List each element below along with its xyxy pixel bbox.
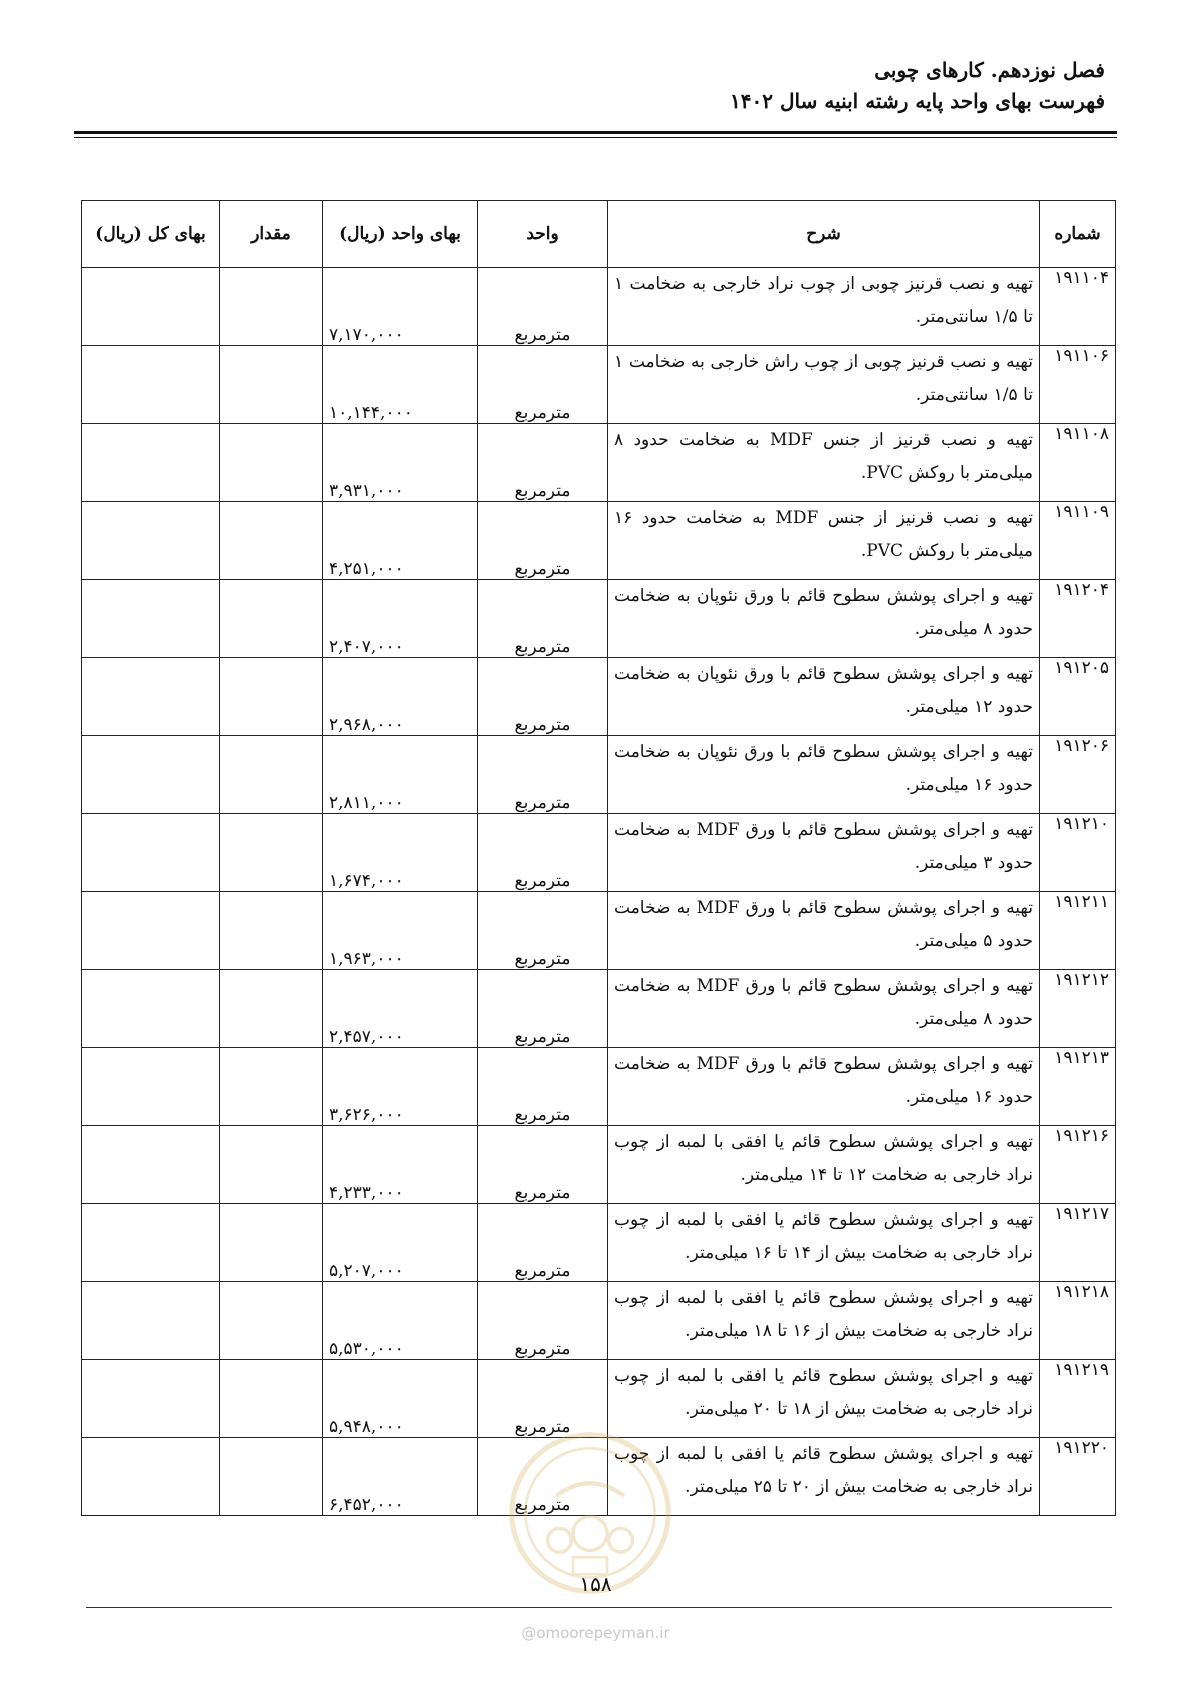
header-quantity: مقدار [220,201,323,268]
item-code: ۱۹۱۲۱۷ [1040,1204,1116,1282]
item-description: تهیه و اجرای پوشش سطوح قائم با ورق MDF به ضخامت حدود ۱۶ میلی‌متر. [608,1048,1040,1126]
item-quantity [220,658,323,736]
item-total [82,970,220,1048]
header-code: شماره [1040,201,1116,268]
item-code: ۱۹۱۲۱۲ [1040,970,1116,1048]
chapter-title: فصل نوزدهم. کارهای چوبی [874,58,1105,82]
item-code: ۱۹۱۲۱۸ [1040,1282,1116,1360]
item-code: ۱۹۱۲۱۰ [1040,814,1116,892]
item-total [82,736,220,814]
table-row [82,1126,1116,1204]
table-row [82,580,1116,658]
item-quantity [220,346,323,424]
item-description: تهیه و اجرای پوشش سطوح قائم با ورق MDF به ضخامت حدود ۸ میلی‌متر. [608,970,1040,1048]
item-quantity [220,814,323,892]
table-row [82,1048,1116,1126]
item-description: تهیه و نصب قرنیز چوبی از چوب راش خارجی به ضخامت ۱ تا ۱/۵ سانتی‌متر. [608,346,1040,424]
table-header-row [82,201,1116,268]
item-description: تهیه و اجرای پوشش سطوح قائم با ورق نئوپان به ضخامت حدود ۱۶ میلی‌متر. [608,736,1040,814]
item-quantity [220,970,323,1048]
item-unit-price: ۲,۹۶۸,۰۰۰ [323,658,478,736]
item-description: تهیه و نصب قرنیز چوبی از چوب نراد خارجی به ضخامت ۱ تا ۱/۵ سانتی‌متر. [608,268,1040,346]
header-unit: واحد [478,201,608,268]
item-quantity [220,268,323,346]
item-code: ۱۹۱۱۰۹ [1040,502,1116,580]
item-quantity [220,1204,323,1282]
item-total [82,424,220,502]
watermark-text: @omoorepeyman.ir [521,1624,670,1642]
footer-rule [86,1607,1112,1608]
item-unit-price: ۷,۱۷۰,۰۰۰ [323,268,478,346]
item-code: ۱۹۱۲۰۴ [1040,580,1116,658]
item-description: تهیه و نصب قرنیز از جنس MDF به ضخامت حدود ۱۶ میلی‌متر با روکش PVC. [608,502,1040,580]
item-unit: مترمربع [478,1438,608,1516]
item-unit: مترمربع [478,1282,608,1360]
item-unit-price: ۱,۶۷۴,۰۰۰ [323,814,478,892]
item-unit-price: ۳,۶۲۶,۰۰۰ [323,1048,478,1126]
table-row [82,502,1116,580]
table-body [82,268,1116,1516]
table-row [82,814,1116,892]
item-unit-price: ۵,۵۳۰,۰۰۰ [323,1282,478,1360]
item-unit-price: ۶,۴۵۲,۰۰۰ [323,1438,478,1516]
item-description: تهیه و اجرای پوشش سطوح قائم یا افقی با لمبه از چوب نراد خارجی به ضخامت بیش از ۱۸ تا ۲۰ میلی‌متر. [608,1360,1040,1438]
item-unit: مترمربع [478,892,608,970]
item-unit: مترمربع [478,658,608,736]
item-code: ۱۹۱۱۰۸ [1040,424,1116,502]
table-row [82,346,1116,424]
item-unit-price: ۱۰,۱۴۴,۰۰۰ [323,346,478,424]
item-quantity [220,580,323,658]
item-total [82,502,220,580]
header-total: بهای کل (ریال) [82,201,220,268]
item-quantity [220,424,323,502]
item-description: تهیه و اجرای پوشش سطوح قائم با ورق MDF به ضخامت حدود ۳ میلی‌متر. [608,814,1040,892]
item-code: ۱۹۱۲۱۹ [1040,1360,1116,1438]
item-code: ۱۹۱۲۰۶ [1040,736,1116,814]
item-unit: مترمربع [478,1360,608,1438]
header-rule-thick [74,131,1117,134]
table-row [82,970,1116,1048]
item-quantity [220,1048,323,1126]
item-code: ۱۹۱۲۱۶ [1040,1126,1116,1204]
table-row [82,658,1116,736]
item-quantity [220,1282,323,1360]
item-quantity [220,1126,323,1204]
item-total [82,1126,220,1204]
item-unit: مترمربع [478,814,608,892]
item-description: تهیه و اجرای پوشش سطوح قائم یا افقی با لمبه از چوب نراد خارجی به ضخامت بیش از ۱۶ تا ۱۸ میلی‌متر. [608,1282,1040,1360]
item-description: تهیه و اجرای پوشش سطوح قائم یا افقی با لمبه از چوب نراد خارجی به ضخامت ۱۲ تا ۱۴ میلی‌متر. [608,1126,1040,1204]
table-row [82,268,1116,346]
page-header [74,56,1105,116]
item-description: تهیه و اجرای پوشش سطوح قائم یا افقی با لمبه از چوب نراد خارجی به ضخامت بیش از ۱۴ تا ۱۶ میلی‌متر. [608,1204,1040,1282]
item-total [82,892,220,970]
item-code: ۱۹۱۲۰۵ [1040,658,1116,736]
item-code: ۱۹۱۲۱۱ [1040,892,1116,970]
item-description: تهیه و نصب قرنیز از جنس MDF به ضخامت حدود ۸ میلی‌متر با روکش PVC. [608,424,1040,502]
item-unit-price: ۱,۹۶۳,۰۰۰ [323,892,478,970]
item-unit: مترمربع [478,580,608,658]
item-unit: مترمربع [478,502,608,580]
item-total [82,1438,220,1516]
price-table [81,200,1116,1516]
item-unit: مترمربع [478,424,608,502]
item-description: تهیه و اجرای پوشش سطوح قائم یا افقی با لمبه از چوب نراد خارجی به ضخامت بیش از ۲۰ تا ۲۵ میلی‌متر. [608,1438,1040,1516]
item-total [82,346,220,424]
item-quantity [220,1438,323,1516]
item-total [82,814,220,892]
item-quantity [220,892,323,970]
page-number: ۱۵۸ [579,1572,612,1596]
item-description: تهیه و اجرای پوشش سطوح قائم با ورق MDF به ضخامت حدود ۵ میلی‌متر. [608,892,1040,970]
item-code: ۱۹۱۱۰۶ [1040,346,1116,424]
item-unit-price: ۵,۲۰۷,۰۰۰ [323,1204,478,1282]
item-quantity [220,1360,323,1438]
table-row [82,892,1116,970]
header-rule-thin [74,137,1117,138]
item-total [82,1282,220,1360]
item-code: ۱۹۱۲۲۰ [1040,1438,1116,1516]
item-unit-price: ۴,۲۵۱,۰۰۰ [323,502,478,580]
header-unit-price: بهای واحد (ریال) [323,201,478,268]
item-unit: مترمربع [478,268,608,346]
table-row [82,1360,1116,1438]
item-unit: مترمربع [478,1204,608,1282]
item-code: ۱۹۱۱۰۴ [1040,268,1116,346]
header-description: شرح [608,201,1040,268]
item-total [82,1204,220,1282]
item-description: تهیه و اجرای پوشش سطوح قائم با ورق نئوپان به ضخامت حدود ۱۲ میلی‌متر. [608,658,1040,736]
item-total [82,580,220,658]
item-unit: مترمربع [478,970,608,1048]
table-row [82,736,1116,814]
item-quantity [220,502,323,580]
item-unit-price: ۴,۲۳۳,۰۰۰ [323,1126,478,1204]
item-unit-price: ۵,۹۴۸,۰۰۰ [323,1360,478,1438]
document-subtitle: فهرست بهای واحد پایه رشته ابنیه سال ۱۴۰۲ [730,89,1105,113]
item-total [82,268,220,346]
item-code: ۱۹۱۲۱۳ [1040,1048,1116,1126]
item-unit-price: ۲,۴۰۷,۰۰۰ [323,580,478,658]
item-total [82,658,220,736]
item-unit: مترمربع [478,736,608,814]
item-unit: مترمربع [478,346,608,424]
item-unit-price: ۲,۴۵۷,۰۰۰ [323,970,478,1048]
item-unit: مترمربع [478,1126,608,1204]
item-quantity [220,736,323,814]
item-unit-price: ۳,۹۳۱,۰۰۰ [323,424,478,502]
table-row [82,1204,1116,1282]
item-total [82,1048,220,1126]
table-row [82,424,1116,502]
item-unit-price: ۲,۸۱۱,۰۰۰ [323,736,478,814]
item-unit: مترمربع [478,1048,608,1126]
table-row [82,1282,1116,1360]
item-description: تهیه و اجرای پوشش سطوح قائم با ورق نئوپان به ضخامت حدود ۸ میلی‌متر. [608,580,1040,658]
item-total [82,1360,220,1438]
